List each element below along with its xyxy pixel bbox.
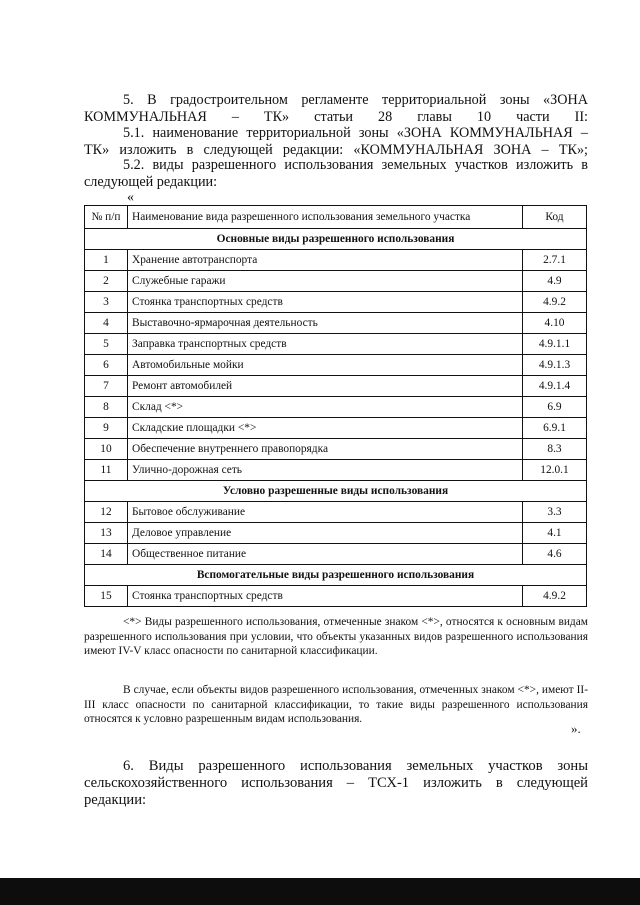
table-row <box>85 376 587 397</box>
row-number: 6 <box>85 355 128 376</box>
row-name: Обеспечение внутреннего правопорядка <box>128 439 523 460</box>
row-number: 13 <box>85 523 128 544</box>
footnote-main: <*> Виды разрешенного использования, отмеченные знаком <*>, относятся к основным видам разрешенного использования при условии, что объекты указанных видов разрешенного использования имеют IV-V класс опасности по санитарной классификации. <box>84 616 588 657</box>
paragraph-5-1: 5.1. наименование территориальной зоны «ЗОНА КОММУНАЛЬНАЯ – ТК» изложить в следующей редакции: «КОММУНАЛЬНАЯ ЗОНА – ТК»; <box>84 125 588 158</box>
row-code: 4.6 <box>523 544 587 565</box>
opening-quote: « <box>127 190 134 205</box>
row-name: Заправка транспортных средств <box>128 334 523 355</box>
row-name: Улично-дорожная сеть <box>128 460 523 481</box>
row-number: 2 <box>85 271 128 292</box>
section-title: Вспомогательные виды разрешенного использования <box>85 565 587 586</box>
row-code: 4.9.1.1 <box>523 334 587 355</box>
table-section-row <box>85 565 587 586</box>
table-row <box>85 544 587 565</box>
table-row <box>85 313 587 334</box>
row-code: 4.1 <box>523 523 587 544</box>
row-name: Стоянка транспортных средств <box>128 586 523 607</box>
row-number: 8 <box>85 397 128 418</box>
row-code: 4.9.1.3 <box>523 355 587 376</box>
row-number: 11 <box>85 460 128 481</box>
paragraph-6: 6. Виды разрешенного использования земельных участков зоны сельскохозяйственного использования – ТСХ-1 изложить в следующей редакции: <box>84 758 588 808</box>
row-number: 5 <box>85 334 128 355</box>
row-code: 4.9.1.4 <box>523 376 587 397</box>
header-code: Код <box>523 206 587 229</box>
row-number: 15 <box>85 586 128 607</box>
section-title: Основные виды разрешенного использования <box>85 229 587 250</box>
table-row <box>85 523 587 544</box>
table-row <box>85 355 587 376</box>
table-row <box>85 502 587 523</box>
permitted-use-table <box>84 205 587 607</box>
row-code: 6.9 <box>523 397 587 418</box>
row-number: 14 <box>85 544 128 565</box>
table-section-row <box>85 481 587 502</box>
table-row <box>85 271 587 292</box>
row-code: 4.9.2 <box>523 292 587 313</box>
row-number: 10 <box>85 439 128 460</box>
table-row <box>85 460 587 481</box>
row-number: 4 <box>85 313 128 334</box>
row-number: 9 <box>85 418 128 439</box>
row-code: 4.10 <box>523 313 587 334</box>
table-row <box>85 250 587 271</box>
paragraph-5-2: 5.2. виды разрешенного использования земельных участков изложить в следующей редакции: <box>84 157 588 190</box>
row-code: 12.0.1 <box>523 460 587 481</box>
table-row <box>85 397 587 418</box>
table-row <box>85 439 587 460</box>
row-name: Бытовое обслуживание <box>128 502 523 523</box>
row-name: Ремонт автомобилей <box>128 376 523 397</box>
paragraph-5: 5. В градостроительном регламенте территориальной зоны «ЗОНА КОММУНАЛЬНАЯ – ТК» статьи 28 главы 10 части II: <box>84 92 588 125</box>
row-name: Стоянка транспортных средств <box>128 292 523 313</box>
row-name: Общественное питание <box>128 544 523 565</box>
section-title: Условно разрешенные виды использования <box>85 481 587 502</box>
table-row <box>85 334 587 355</box>
table-header-row <box>85 206 587 229</box>
row-name: Деловое управление <box>128 523 523 544</box>
table-section-row <box>85 229 587 250</box>
scan-bottom-edge <box>0 878 640 905</box>
closing-quote: ». <box>571 721 581 736</box>
header-name: Наименование вида разрешенного использования земельного участка <box>128 206 523 229</box>
table-row <box>85 586 587 607</box>
table-row <box>85 418 587 439</box>
row-code: 2.7.1 <box>523 250 587 271</box>
table-row <box>85 292 587 313</box>
row-code: 8.3 <box>523 439 587 460</box>
row-code: 4.9 <box>523 271 587 292</box>
footnote-conditional: В случае, если объекты видов разрешенного использования, отмеченных знаком <*>, имеют II-III класс опасности по санитарной классификации, то такие виды разрешенного использования относятся к условно разрешенным видам использования. <box>84 684 588 725</box>
row-number: 12 <box>85 502 128 523</box>
row-name: Автомобильные мойки <box>128 355 523 376</box>
row-name: Служебные гаражи <box>128 271 523 292</box>
row-number: 1 <box>85 250 128 271</box>
row-name: Выставочно-ярмарочная деятельность <box>128 313 523 334</box>
row-number: 3 <box>85 292 128 313</box>
header-number: № п/п <box>85 206 128 229</box>
row-name: Хранение автотранспорта <box>128 250 523 271</box>
row-name: Складские площадки <*> <box>128 418 523 439</box>
row-code: 3.3 <box>523 502 587 523</box>
row-code: 4.9.2 <box>523 586 587 607</box>
row-code: 6.9.1 <box>523 418 587 439</box>
row-number: 7 <box>85 376 128 397</box>
row-name: Склад <*> <box>128 397 523 418</box>
